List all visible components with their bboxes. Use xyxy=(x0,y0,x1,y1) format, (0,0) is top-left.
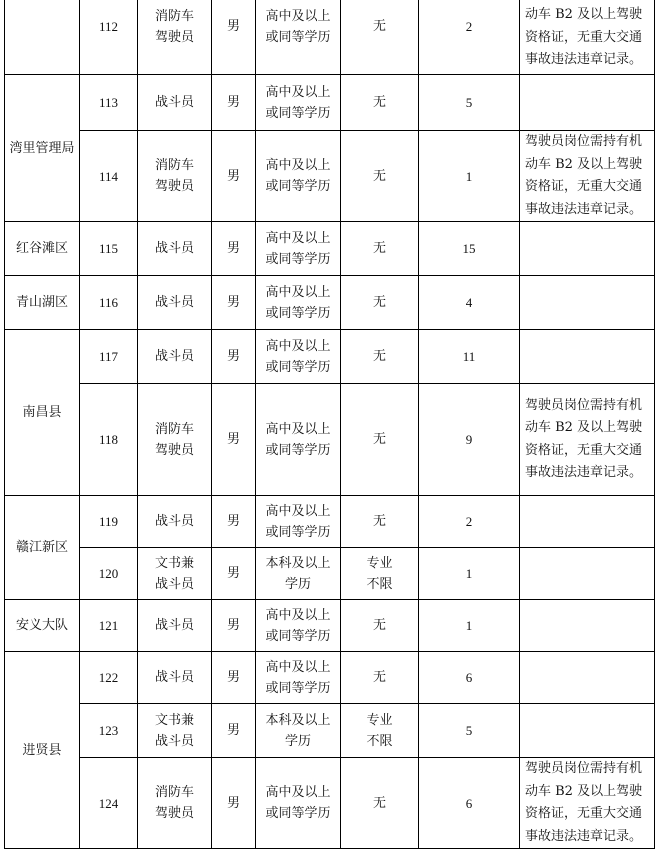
table-row xyxy=(5,131,655,222)
table-row xyxy=(5,548,655,600)
cell-line: 或同等学历 xyxy=(265,305,331,321)
post-code-cell: 124 xyxy=(80,758,138,849)
major-cell xyxy=(341,330,419,384)
cell-line: 高中及以上 xyxy=(265,8,331,24)
cell-line: 文书兼 xyxy=(154,712,194,728)
gender-cell: 男 xyxy=(212,330,256,384)
cell-line: 消防车 xyxy=(154,785,194,800)
remarks-cell xyxy=(520,758,655,849)
cell-line: 高中及以上 xyxy=(265,421,331,437)
cell-line: 战斗员 xyxy=(154,670,194,685)
cell-line: 本科及以上 xyxy=(265,712,331,728)
cell-line: 战斗员 xyxy=(154,349,194,364)
cell-line: 资格证，无重大交通 xyxy=(525,442,643,458)
cell-line: 或同等学历 xyxy=(265,105,331,121)
post-code-cell: 112 xyxy=(80,0,138,75)
cell-line: 无 xyxy=(372,514,386,529)
count-cell: 15 xyxy=(419,222,520,276)
unit-cell: 红谷滩区 xyxy=(5,222,80,276)
cell-line: 战斗员 xyxy=(154,576,194,592)
cell-line: 或同等学历 xyxy=(265,628,331,644)
education-cell xyxy=(256,704,341,758)
remarks-cell xyxy=(520,548,655,600)
gender-cell: 男 xyxy=(212,131,256,222)
cell-line: 不限 xyxy=(366,733,393,749)
remarks-cell xyxy=(520,704,655,758)
remarks-cell xyxy=(520,75,655,131)
gender-cell: 男 xyxy=(212,548,256,600)
cell-line: 或同等学历 xyxy=(265,806,331,821)
count-cell: 5 xyxy=(419,704,520,758)
post-name-cell xyxy=(138,652,212,704)
post-name-cell xyxy=(138,0,212,75)
cell-line: 动车 B2 及以上驾驶 xyxy=(525,156,643,172)
post-name-cell xyxy=(138,496,212,548)
cell-line: 无 xyxy=(372,241,386,256)
count-cell: 11 xyxy=(419,330,520,384)
cell-line: 专业 xyxy=(366,555,393,571)
gender-cell: 男 xyxy=(212,276,256,330)
remarks-cell xyxy=(520,330,655,384)
unit-cell: 青山湖区 xyxy=(5,276,80,330)
count-cell: 1 xyxy=(419,600,520,652)
cell-line: 事故违法违章记录。 xyxy=(525,201,643,217)
remarks-cell xyxy=(520,496,655,548)
post-name-cell xyxy=(138,548,212,600)
table-row xyxy=(5,652,655,704)
cell-line: 战斗员 xyxy=(154,95,194,110)
cell-line: 高中及以上 xyxy=(265,338,331,354)
cell-line: 动车 B2 及以上驾驶 xyxy=(525,783,643,799)
cell-line: 或同等学历 xyxy=(265,359,331,375)
cell-line: 驾驶员 xyxy=(154,179,194,194)
cell-line: 驾驶员 xyxy=(154,29,194,45)
remarks-cell xyxy=(520,652,655,704)
post-name-cell xyxy=(138,384,212,496)
post-code-cell: 118 xyxy=(80,384,138,496)
education-cell xyxy=(256,758,341,849)
table-row xyxy=(5,496,655,548)
count-cell: 9 xyxy=(419,384,520,496)
major-cell xyxy=(341,758,419,849)
cell-line: 无 xyxy=(372,432,386,447)
cell-line: 消防车 xyxy=(154,421,194,437)
cell-line: 驾驶员岗位需持有机 xyxy=(525,761,643,776)
post-code-cell: 114 xyxy=(80,131,138,222)
post-code-cell: 123 xyxy=(80,704,138,758)
cell-line: 高中及以上 xyxy=(265,158,331,173)
cell-line: 无 xyxy=(372,168,386,184)
cell-line: 资格证，无重大交通 xyxy=(525,29,643,45)
count-cell: 2 xyxy=(419,0,520,75)
cell-line: 高中及以上 xyxy=(265,607,331,623)
cell-line: 动车 B2 及以上驾驶 xyxy=(525,7,643,22)
major-cell xyxy=(341,276,419,330)
post-code-cell: 121 xyxy=(80,600,138,652)
education-cell xyxy=(256,548,341,600)
education-cell xyxy=(256,0,341,75)
cell-line: 无 xyxy=(372,670,386,685)
remarks-cell xyxy=(520,384,655,496)
cell-line: 专业 xyxy=(366,712,393,728)
post-name-cell xyxy=(138,758,212,849)
cell-line: 战斗员 xyxy=(154,295,194,310)
cell-line: 资格证，无重大交通 xyxy=(525,179,643,194)
cell-line: 资格证，无重大交通 xyxy=(525,806,643,821)
post-code-cell: 116 xyxy=(80,276,138,330)
post-name-cell xyxy=(138,704,212,758)
table-row xyxy=(5,75,655,131)
unit-cell xyxy=(5,0,80,75)
education-cell xyxy=(256,131,341,222)
remarks-cell xyxy=(520,0,655,75)
education-cell xyxy=(256,222,341,276)
remarks-cell xyxy=(520,222,655,276)
cell-line: 或同等学历 xyxy=(265,442,331,458)
cell-line: 无 xyxy=(372,295,386,310)
cell-line: 无 xyxy=(372,95,386,110)
cell-line: 驾驶员岗位需持有机 xyxy=(525,397,643,413)
cell-line: 高中及以上 xyxy=(265,785,331,800)
count-cell: 6 xyxy=(419,652,520,704)
cell-line: 不限 xyxy=(366,576,393,592)
education-cell xyxy=(256,496,341,548)
cell-line: 无 xyxy=(372,19,386,34)
unit-cell: 南昌县 xyxy=(5,330,80,496)
post-name-cell xyxy=(138,330,212,384)
gender-cell: 男 xyxy=(212,600,256,652)
education-cell xyxy=(256,330,341,384)
gender-cell: 男 xyxy=(212,384,256,496)
cell-line: 学历 xyxy=(284,733,311,749)
gender-cell: 男 xyxy=(212,75,256,131)
gender-cell: 男 xyxy=(212,704,256,758)
cell-line: 或同等学历 xyxy=(265,179,331,194)
table-row xyxy=(5,276,655,330)
gender-cell: 男 xyxy=(212,222,256,276)
cell-line: 高中及以上 xyxy=(265,230,331,246)
cell-line: 战斗员 xyxy=(154,241,194,256)
major-cell xyxy=(341,222,419,276)
count-cell: 6 xyxy=(419,758,520,849)
major-cell xyxy=(341,75,419,131)
cell-line: 消防车 xyxy=(154,158,194,173)
unit-cell: 赣江新区 xyxy=(5,496,80,600)
unit-cell: 安义大队 xyxy=(5,600,80,652)
cell-line: 或同等学历 xyxy=(265,680,331,696)
cell-line: 事故违法违章记录。 xyxy=(525,465,643,480)
major-cell xyxy=(341,384,419,496)
table-row xyxy=(5,758,655,849)
cell-line: 无 xyxy=(372,795,386,811)
major-cell xyxy=(341,0,419,75)
education-cell xyxy=(256,600,341,652)
gender-cell: 男 xyxy=(212,758,256,849)
unit-cell: 湾里管理局 xyxy=(5,75,80,222)
post-code-cell: 122 xyxy=(80,652,138,704)
table-row xyxy=(5,0,655,75)
table-row xyxy=(5,330,655,384)
cell-line: 或同等学历 xyxy=(265,251,331,267)
gender-cell: 男 xyxy=(212,652,256,704)
cell-line: 或同等学历 xyxy=(265,29,331,45)
major-cell xyxy=(341,131,419,222)
cell-line: 无 xyxy=(372,618,386,633)
count-cell: 1 xyxy=(419,131,520,222)
remarks-cell xyxy=(520,600,655,652)
post-name-cell xyxy=(138,600,212,652)
remarks-cell xyxy=(520,131,655,222)
cell-line: 驾驶员 xyxy=(154,806,194,821)
table-row xyxy=(5,704,655,758)
cell-line: 高中及以上 xyxy=(265,659,331,675)
cell-line: 学历 xyxy=(284,576,311,592)
unit-cell: 进贤县 xyxy=(5,652,80,849)
post-code-cell: 120 xyxy=(80,548,138,600)
cell-line: 动车 B2 及以上驾驶 xyxy=(525,420,643,435)
education-cell xyxy=(256,276,341,330)
post-name-cell xyxy=(138,222,212,276)
post-code-cell: 115 xyxy=(80,222,138,276)
major-cell xyxy=(341,652,419,704)
count-cell: 4 xyxy=(419,276,520,330)
remarks-cell xyxy=(520,276,655,330)
education-cell xyxy=(256,652,341,704)
table-row xyxy=(5,384,655,496)
post-code-cell: 119 xyxy=(80,496,138,548)
major-cell xyxy=(341,600,419,652)
cell-line: 驾驶员 xyxy=(154,442,194,458)
post-name-cell xyxy=(138,131,212,222)
recruitment-table xyxy=(4,0,655,849)
education-cell xyxy=(256,75,341,131)
cell-line: 驾驶员岗位需持有机 xyxy=(525,134,643,149)
post-name-cell xyxy=(138,276,212,330)
cell-line: 本科及以上 xyxy=(265,555,331,571)
table-row xyxy=(5,222,655,276)
major-cell xyxy=(341,496,419,548)
table-body xyxy=(5,0,655,849)
gender-cell: 男 xyxy=(212,0,256,75)
cell-line: 事故违法违章记录。 xyxy=(525,52,643,67)
cell-line: 消防车 xyxy=(154,8,194,24)
cell-line: 事故违法违章记录。 xyxy=(525,828,643,844)
cell-line: 高中及以上 xyxy=(265,284,331,300)
major-cell xyxy=(341,704,419,758)
count-cell: 2 xyxy=(419,496,520,548)
education-cell xyxy=(256,384,341,496)
cell-line: 高中及以上 xyxy=(265,503,331,519)
post-code-cell: 117 xyxy=(80,330,138,384)
cell-line: 高中及以上 xyxy=(265,84,331,100)
post-code-cell: 113 xyxy=(80,75,138,131)
gender-cell: 男 xyxy=(212,496,256,548)
count-cell: 5 xyxy=(419,75,520,131)
cell-line: 无 xyxy=(372,349,386,364)
major-cell xyxy=(341,548,419,600)
cell-line: 战斗员 xyxy=(154,618,194,633)
post-name-cell xyxy=(138,75,212,131)
cell-line: 文书兼 xyxy=(154,555,194,571)
cell-line: 战斗员 xyxy=(154,733,194,749)
cell-line: 战斗员 xyxy=(154,514,194,529)
count-cell: 1 xyxy=(419,548,520,600)
table-row xyxy=(5,600,655,652)
cell-line: 或同等学历 xyxy=(265,524,331,540)
